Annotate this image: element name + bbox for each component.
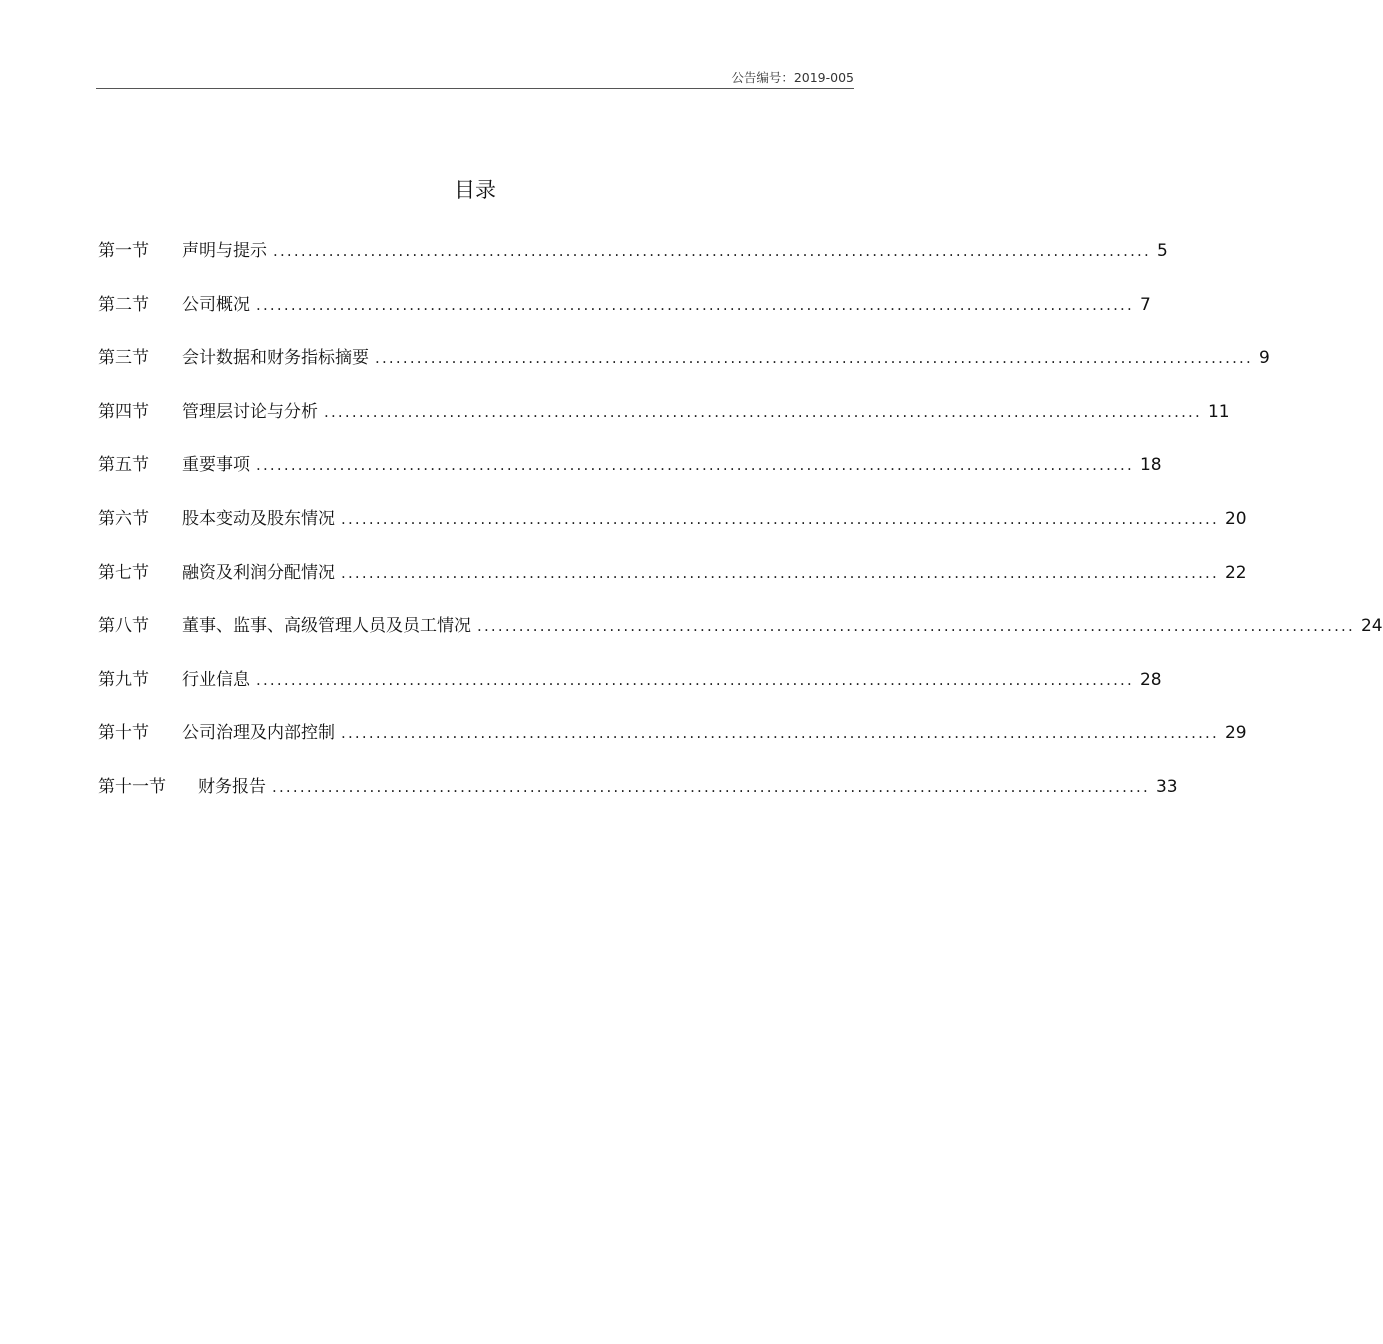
toc-dot-leader: .............................................................................................................................. bbox=[256, 295, 1134, 314]
toc-page-number: 20 bbox=[1224, 508, 1247, 529]
toc-page-number: 18 bbox=[1139, 455, 1162, 476]
toc-dot-leader: .............................................................................................................................. bbox=[341, 724, 1219, 743]
toc-page-number: 5 bbox=[1156, 241, 1168, 261]
toc-page-number: 22 bbox=[1224, 562, 1247, 583]
toc-section-title: 公司治理及内部控制 bbox=[182, 723, 335, 744]
toc-section-title: 重要事项 bbox=[182, 455, 250, 476]
toc-page-number: 7 bbox=[1139, 294, 1151, 315]
toc-dot-leader: .............................................................................................................................. bbox=[256, 456, 1134, 475]
toc-section-title: 财务报告 bbox=[198, 776, 266, 797]
toc-page-number: 28 bbox=[1139, 669, 1162, 690]
toc-section-number: 第六节 bbox=[98, 508, 149, 529]
toc-dot-leader: .............................................................................................................................. bbox=[477, 617, 1355, 636]
toc-section-number: 第五节 bbox=[98, 455, 149, 476]
toc-entry[interactable] bbox=[98, 397, 1230, 451]
toc-dot-leader: .............................................................................................................................. bbox=[341, 509, 1219, 528]
toc-section-title: 公司概况 bbox=[182, 294, 250, 315]
toc-title: 目录 bbox=[454, 178, 496, 202]
toc-section-title: 会计数据和财务指标摘要 bbox=[182, 348, 369, 369]
toc-section-number: 第九节 bbox=[98, 669, 149, 690]
toc-section-number: 第十节 bbox=[98, 723, 149, 744]
toc-page-number: 11 bbox=[1207, 401, 1230, 422]
toc-section-title: 声明与提示 bbox=[182, 241, 267, 261]
toc-page-number: 29 bbox=[1224, 723, 1247, 744]
toc-entry[interactable] bbox=[98, 718, 1247, 772]
toc-section-number: 第二节 bbox=[98, 294, 149, 315]
toc-entry[interactable] bbox=[98, 665, 1162, 719]
toc-section-title: 行业信息 bbox=[182, 669, 250, 690]
toc-section-title: 融资及利润分配情况 bbox=[182, 562, 335, 583]
toc-entry[interactable] bbox=[98, 558, 1247, 612]
toc-dot-leader: .............................................................................................................................. bbox=[324, 402, 1202, 421]
toc-entry[interactable] bbox=[98, 236, 1168, 290]
toc-dot-leader: .............................................................................................................................. bbox=[375, 349, 1253, 368]
toc-entry[interactable] bbox=[98, 290, 1151, 344]
toc-section-title: 董事、监事、高级管理人员及员工情况 bbox=[182, 616, 471, 637]
toc-dot-leader: .............................................................................................................................. bbox=[341, 563, 1219, 582]
toc-entry[interactable] bbox=[98, 504, 1247, 558]
toc-section-number: 第十一节 bbox=[98, 776, 166, 797]
toc-section-number: 第八节 bbox=[98, 616, 149, 637]
toc-page-number: 9 bbox=[1258, 348, 1270, 369]
table-of-contents bbox=[98, 236, 1383, 826]
toc-dot-leader: .............................................................................................................................. bbox=[273, 242, 1151, 260]
toc-entry[interactable] bbox=[98, 343, 1270, 397]
toc-dot-leader: .............................................................................................................................. bbox=[272, 777, 1150, 796]
toc-entry[interactable] bbox=[98, 772, 1178, 826]
toc-entry[interactable] bbox=[98, 450, 1162, 504]
page-header bbox=[96, 62, 854, 89]
toc-section-title: 管理层讨论与分析 bbox=[182, 401, 318, 422]
toc-section-number: 第七节 bbox=[98, 562, 149, 583]
toc-section-number: 第四节 bbox=[98, 401, 149, 422]
toc-entry[interactable] bbox=[98, 611, 1383, 665]
toc-page-number: 33 bbox=[1155, 776, 1178, 797]
toc-section-number: 第一节 bbox=[98, 241, 149, 261]
toc-section-title: 股本变动及股东情况 bbox=[182, 508, 335, 529]
toc-section-number: 第三节 bbox=[98, 348, 149, 369]
toc-dot-leader: .............................................................................................................................. bbox=[256, 670, 1134, 689]
announcement-number: 公告编号：2019-005 bbox=[731, 70, 854, 85]
toc-page-number: 24 bbox=[1360, 616, 1383, 637]
